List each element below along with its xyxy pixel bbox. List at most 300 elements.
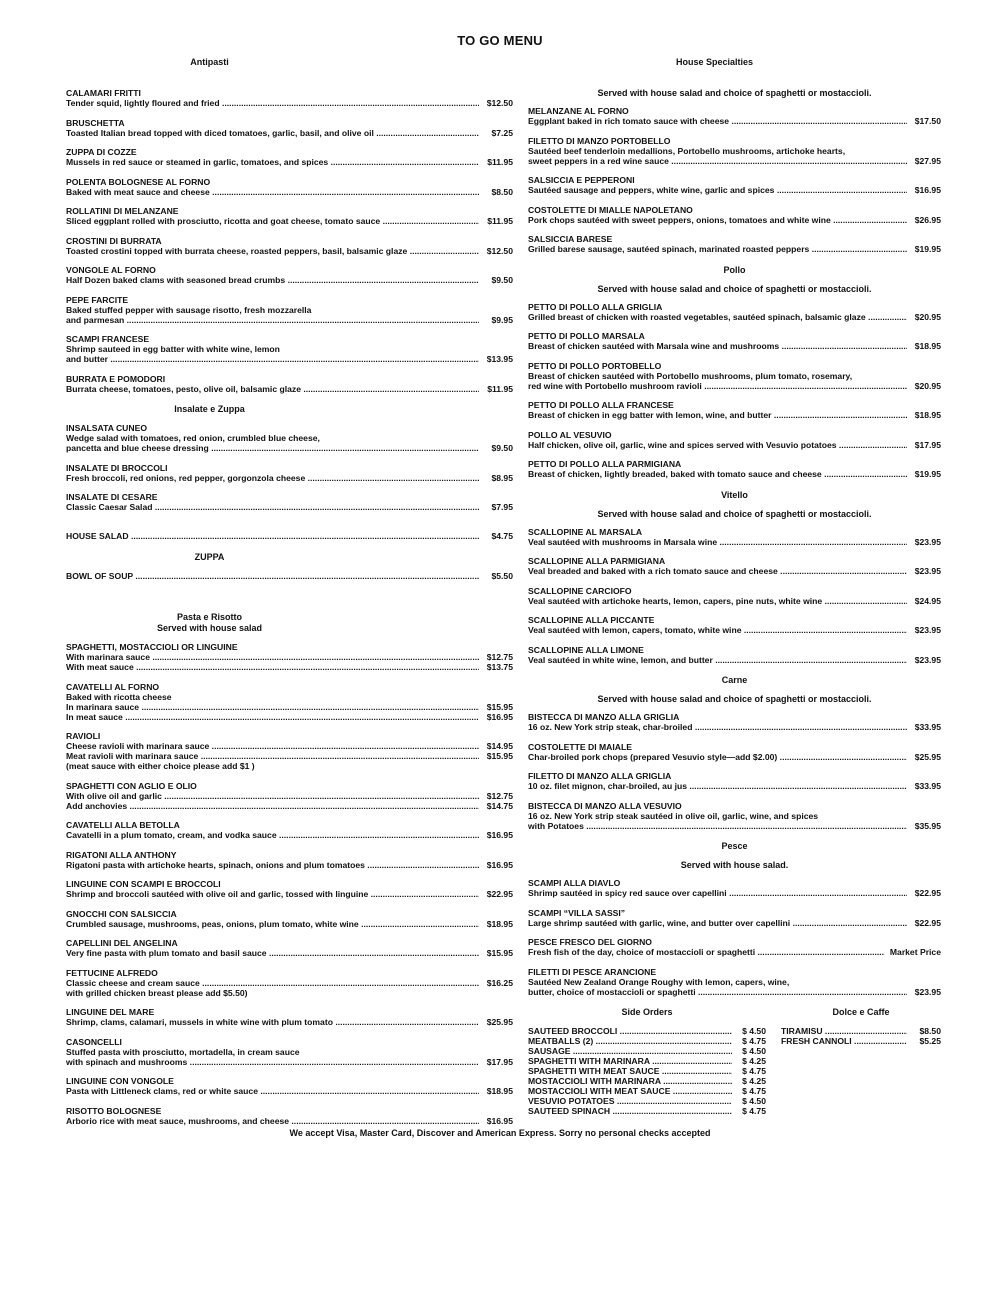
item-description: MOSTACCIOLI WITH MEAT SAUCE ..... [528,1086,732,1096]
item-name: PETTO DI POLLO ALLA PARMIGIANA [528,459,682,469]
section-heading-pasta: Pasta e Risotto [176,612,243,622]
item-price: $35.95 [914,820,941,831]
item-name: INSALATE DI BROCCOLI [66,462,168,473]
price-row [66,502,513,512]
house-note: Served with house salad and choice of spaghetti or mostaccioli. [597,88,872,98]
item-description: SAUSAGE ..... [528,1046,732,1056]
price-row [528,1026,766,1036]
item-price: $11.95 [487,157,513,167]
item-price: $17.50 [914,116,941,126]
menu-item [66,463,513,483]
item-description: Meat ravioli with marinara sauce ..... [66,751,479,761]
menu-item [66,492,513,512]
menu-item [66,147,513,167]
price-row [528,752,941,762]
menu-item [528,556,941,576]
section-heading-pollo: Pollo [723,264,746,275]
item-price: $8.50 [491,186,513,197]
price-row [528,1096,766,1106]
pollo-note: Served with house salad and choice of spaghetti or mostaccioli. [597,283,872,294]
price-row [528,1076,766,1086]
item-name: SCALLOPINE ALLA PICCANTE [528,615,655,625]
section-heading-carne: Carne [721,675,748,685]
section-heading-vitello: Vitello [721,489,748,500]
item-description: Sautéed New Zealand Orange Roughy with lemon, capers, wine, [528,976,790,987]
item-description: Veal sautéed with mushrooms in Marsala wine ..... [528,537,907,547]
item-name: CAVATELLI AL FORNO [66,681,160,692]
item-name: PETTO DI POLLO ALLA GRIGLIA [528,301,663,312]
item-price: $12.50 [486,98,513,108]
antipasti-list [66,88,513,394]
menu-item [528,459,941,479]
menu-item [66,206,513,226]
item-name: LINGUINE DEL MARE [66,1007,155,1017]
section-heading-dolce: Dolce e Caffe [832,1007,890,1017]
item-description: VESUVIO POTATOES ..... [528,1096,732,1106]
item-name: SALSICCIA E PEPPERONI [528,175,635,185]
item-price: $18.95 [914,341,941,351]
item-price: $16.95 [486,1115,513,1126]
item-name: GNOCCHI CON SALSICCIA [66,908,177,919]
item-price: $11.95 [487,216,513,226]
menu-item [528,430,941,450]
item-name: SPAGHETTI, MOSTACCIOLI OR LINGUINE [66,642,238,652]
price-row [66,978,513,988]
menu-item [528,645,941,665]
item-name: PEPE FARCITE [66,294,129,305]
item-price: $18.95 [486,918,513,929]
item-description: Shrimp, clams, calamari, mussels in white wine with plum tomato ..... [66,1017,479,1027]
item-price: $ 4.50 [742,1026,766,1036]
right-column [528,56,941,1116]
item-price: $ 4.25 [742,1076,766,1086]
item-description: Large shrimp sautéed with garlic, wine, and butter over capellini ..... [528,918,907,928]
item-name: RAVIOLI [66,731,101,741]
price-row [528,537,941,547]
item-description: Wedge salad with tomatoes, red onion, crumbled blue cheese, [66,433,320,443]
item-description: Rigatoni pasta with artichoke hearts, spinach, onions and plum tomatoes ..... [66,860,479,870]
bowl-of-soup-item: BOWL OF SOUP ..... $5.50 [66,571,513,581]
price-row [528,625,941,635]
item-price: $7.25 [491,127,513,138]
item-price: $ 4.75 [742,1106,766,1116]
menu-item [528,234,941,254]
price-row [528,1056,766,1066]
item-name: BISTECCA DI MANZO ALLA GRIGLIA [528,712,680,722]
item-price: $19.95 [914,469,941,479]
menu-item [528,937,941,957]
item-name: CASONCELLI [66,1036,122,1047]
item-name: SPAGHETTI CON AGLIO E OLIO [66,780,197,791]
item-description: with spinach and mushrooms ..... [66,1057,479,1067]
menu-item [528,175,941,195]
menu-item [528,586,941,606]
section-heading-pesce: Pesce [721,841,748,851]
menu-item [66,1106,513,1126]
pasta-note: Served with house salad [156,623,263,633]
item-price: $15.95 [486,751,513,761]
item-description: SAUTEED SPINACH ..... [528,1106,732,1116]
dolce-list [781,1026,941,1046]
menu-item [66,177,513,197]
item-description: Stuffed pasta with prosciutto, mortadella, in cream sauce [66,1046,300,1057]
price-row [528,312,941,322]
item-name: BRUSCHETTA [66,117,125,128]
item-description: Toasted Italian bread topped with diced tomatoes, garlic, basil, and olive oil ..... [66,128,479,138]
item-name: PETTO DI POLLO ALLA FRANCESE [528,400,674,410]
item-name: CROSTINI DI BURRATA [66,235,162,246]
item-description: Cheese ravioli with marinara sauce ..... [66,741,479,751]
menu-item [66,88,513,108]
price-row [528,821,941,831]
item-description: Shrimp sauteed in egg batter with white wine, lemon [66,344,280,354]
item-description: Pasta with Littleneck clams, red or white sauce ..... [66,1086,479,1096]
menu-item [66,850,513,870]
item-price: $8.50 [919,1026,941,1036]
price-row [528,918,941,928]
price-row [528,947,941,957]
payment-note: We accept Visa, Master Card, Discover and American Express. Sorry no personal checks accepted [289,1128,711,1138]
item-description: and parmesan ..... [66,315,479,325]
item-name: POLENTA BOLOGNESE AL FORNO [66,176,211,187]
item-description: Cavatelli in a plum tomato, cream, and vodka sauce ..... [66,830,479,840]
item-name: CALAMARI FRITTI [66,88,141,98]
price-row [528,987,941,997]
item-description: Veal sautéed in white wine, lemon, and butter ..... [528,655,907,665]
menu-item [528,967,941,997]
price-row [66,1057,513,1067]
pesce-list [528,878,941,997]
item-description: Veal sautéed with artichoke hearts, lemon, capers, pine nuts, white wine ..... [528,596,907,606]
item-price: $7.95 [491,502,513,512]
menu-item [528,136,941,166]
price-row [66,652,513,662]
price-row [66,741,513,751]
item-description: butter, choice of mostaccioli or spaghetti ..... [528,987,907,997]
item-name: SCAMPI FRANCESE [66,334,150,344]
menu-item [528,712,941,732]
price-row [66,662,513,672]
item-price: $16.95 [914,185,941,195]
item-description: In marinara sauce ..... [66,702,479,712]
menu-item [66,781,513,811]
item-description: Fresh fish of the day, choice of mostaccioli or spaghetti ..... [528,947,884,957]
item-name: CAVATELLI ALLA BETOLLA [66,820,180,830]
item-name: RIGATONI ALLA ANTHONY [66,849,177,860]
item-description: FRESH CANNOLI ..... [781,1036,907,1046]
item-price: $33.95 [914,781,941,791]
house-salad-item: HOUSE SALAD ..... $4.75 [66,531,513,541]
item-price: $15.95 [486,948,513,958]
menu-item [66,938,513,958]
item-description: With meat sauce ..... [66,662,479,672]
section-heading-zuppa: ZUPPA [194,552,225,562]
item-price: $22.95 [914,888,941,898]
price-row [66,948,513,958]
price-row [66,801,513,811]
item-price: $16.95 [486,711,513,722]
item-price: $ 4.75 [742,1036,766,1046]
item-name: FILETTO DI MANZO PORTOBELLO [528,135,671,146]
sides-and-dolce [528,1006,941,1116]
menu-item [528,908,941,928]
item-price: $ 4.25 [742,1056,766,1066]
house-list [528,106,941,254]
item-description: Fresh broccoli, red onions, red pepper, gorgonzola cheese ..... [66,473,479,483]
item-name: VONGOLE AL FORNO [66,265,156,275]
item-price: $16.95 [486,859,513,870]
item-description: Sautéed sausage and peppers, white wine, garlic and spices ..... [528,185,907,195]
price-row [66,751,513,761]
item-name: SCALLOPINE CARCIOFO [528,585,632,596]
section-heading-antipasti: Antipasti [190,57,229,67]
item-price: $17.95 [486,1056,513,1067]
item-description: Veal breaded and baked with a rich tomato sauce and cheese ..... [528,566,907,576]
item-price: $16.25 [486,977,513,988]
menu-item [66,423,513,453]
item-description: Sliced eggplant rolled with prosciutto, ricotta and goat cheese, tomato sauce ..... [66,216,479,226]
item-description: Crumbled sausage, mushrooms, peas, onions, plum tomato, white wine ..... [66,919,479,929]
item-description: Breast of chicken in egg batter with lemon, wine, and butter ..... [528,410,907,420]
price-row [66,702,513,712]
item-description: Mussels in red sauce or steamed in garlic, tomatoes, and spices ..... [66,157,479,167]
item-price: $ 4.75 [742,1066,766,1076]
price-row [66,443,513,453]
section-heading-house: House Specialties [675,57,754,67]
price-row [528,888,941,898]
menu-item [66,909,513,929]
price-row [528,469,941,479]
item-description: Very fine pasta with plum tomato and basil sauce ..... [66,948,479,958]
menu-item [66,1076,513,1096]
menu-item [528,878,941,898]
menu-item [66,820,513,840]
item-price: $20.95 [914,311,941,322]
item-price: $23.95 [914,654,941,665]
price-row [66,98,513,108]
menu-item [66,642,513,672]
page-title: TO GO MENU [457,33,543,48]
price-row [66,157,513,167]
item-price: $5.25 [919,1036,941,1046]
item-description: Half chicken, olive oil, garlic, wine and spices served with Vesuvio potatoes ..... [528,440,907,450]
item-description: MEATBALLS (2) ..... [528,1036,732,1046]
price-row [66,1017,513,1027]
price-row [66,860,513,870]
item-price: Market Price [889,947,941,957]
price-row [66,712,513,722]
item-name: SCAMPI “VILLA SASSI” [528,907,626,918]
item-price: $14.95 [486,741,513,751]
item-description: red wine with Portobello mushroom ravioli ..... [528,381,907,391]
item-price: $23.95 [914,625,941,635]
item-name: SALSICCIA BARESE [528,234,613,244]
item-description: Half Dozen baked clams with seasoned bread crumbs ..... [66,275,479,285]
price-row [528,185,941,195]
item-name: RISOTTO BOLOGNESE [66,1105,162,1116]
item-description: Eggplant baked in rich tomato sauce with cheese ..... [528,116,907,126]
price-row [528,1036,766,1046]
item-price: $27.95 [914,155,941,166]
item-description: MOSTACCIOLI WITH MARINARA ..... [528,1076,732,1086]
left-column [66,56,513,1135]
pollo-list [528,302,941,480]
item-description: Char-broiled pork chops (prepared Vesuvio style—add $2.00) ..... [528,752,907,762]
side-orders [528,1006,766,1116]
item-note: with grilled chicken breast please add $5.50) [66,987,248,998]
menu-item [528,615,941,635]
price-row [66,315,513,325]
price-row [528,1046,766,1056]
menu-item [528,331,941,351]
item-name: LINGUINE CON SCAMPI E BROCCOLI [66,879,221,889]
item-description: Arborio rice with meat sauce, mushrooms, and cheese ..... [66,1116,479,1126]
item-description: Burrata cheese, tomatoes, pesto, olive oil, balsamic glaze ..... [66,384,479,394]
price-row [66,830,513,840]
price-row [528,596,941,606]
item-price: $22.95 [914,917,941,928]
price-row [528,722,941,732]
item-description: Pork chops sautéed with sweet peppers, onions, tomatoes and white wine ..... [528,215,907,225]
price-row [528,341,941,351]
item-description: Shrimp and broccoli sautéed with olive oil and garlic, tossed with linguine ..... [66,889,479,899]
menu-item [528,801,941,831]
item-description: TIRAMISU ..... [781,1026,907,1036]
item-price: $24.95 [914,595,941,606]
item-description: Baked stuffed pepper with sausage risotto, fresh mozzarella [66,304,312,315]
menu-item [66,682,513,722]
price-row [528,156,941,166]
item-description: SAUTEED BROCCOLI ..... [528,1026,732,1036]
price-row [528,215,941,225]
item-description: 16 oz. New York strip steak sautéed in olive oil, garlic, wine, and spices [528,810,819,821]
item-price: $20.95 [914,380,941,391]
carne-list [528,712,941,831]
item-description: Sautéed beef tenderloin medallions, Portobello mushrooms, artichoke hearts, [528,145,846,156]
price-row [66,354,513,364]
item-price: $9.50 [491,275,513,285]
menu-item [66,118,513,138]
menu-item [528,106,941,126]
item-description: 10 oz. filet mignon, char-broiled, au jus ..... [528,781,907,791]
insalate-list [66,423,513,512]
item-price: $25.95 [914,751,941,762]
price-row [528,566,941,576]
item-price: $15.95 [486,701,513,712]
price-row [66,473,513,483]
price-row [66,1116,513,1126]
price-row [66,246,513,256]
menu-item [528,302,941,322]
item-name: LINGUINE CON VONGOLE [66,1076,174,1086]
item-description: SPAGHETTI WITH MEAT SAUCE ..... [528,1066,732,1076]
item-price: $23.95 [914,536,941,547]
price-row [66,791,513,801]
item-price: $22.95 [486,889,513,899]
item-description: With marinara sauce ..... [66,652,479,662]
price-row [66,384,513,394]
item-description: sweet peppers in a red wine sauce ..... [528,156,907,166]
item-price: $ 4.50 [742,1046,766,1056]
item-name: SCAMPI ALLA DIAVLO [528,878,621,888]
menu-item [528,400,941,420]
menu-item [66,1037,513,1067]
sides-list [528,1026,766,1116]
item-note: (meat sauce with either choice please add $1 ) [66,761,255,771]
item-description: and butter ..... [66,354,479,364]
price-row [528,244,941,254]
menu-item [66,968,513,998]
price-row [528,655,941,665]
item-name: PETTO DI POLLO PORTOBELLO [528,360,662,371]
pasta-list [66,642,513,1126]
menu-item [66,1007,513,1027]
price-row [66,1086,513,1096]
item-description: Classic cheese and cream sauce ..... [66,978,479,988]
item-name: ROLLATINI DI MELANZANE [66,206,179,216]
menu-item [66,374,513,394]
item-description: Breast of chicken sautéed with Portobello mushrooms, plum tomato, rosemary, [528,370,853,381]
vitello-list [528,527,941,665]
price-row [528,410,941,420]
section-heading-sides: Side Orders [621,1007,673,1017]
price-row [66,216,513,226]
item-price: $19.95 [914,244,941,254]
menu-item [66,295,513,325]
item-price: $ 4.50 [742,1096,766,1106]
price-row [781,1036,941,1046]
item-name: FILETTO DI MANZO ALLA GRIGLIA [528,771,672,781]
item-description: Add anchovies ..... [66,801,479,811]
item-name: COSTOLETTE DI MIALLE NAPOLETANO [528,204,693,215]
item-description: with Potatoes ..... [528,821,907,831]
item-description: In meat sauce ..... [66,712,479,722]
price-row [528,1066,766,1076]
item-description: 16 oz. New York strip steak, char-broiled ..... [528,722,907,732]
price-row [66,128,513,138]
menu-item [66,236,513,256]
price-row [528,781,941,791]
menu-item [66,731,513,771]
item-description: Shrimp sautéed in spicy red sauce over capellini ..... [528,888,907,898]
price-row [528,1106,766,1116]
item-name: CAPELLINI DEL ANGELINA [66,938,178,948]
item-price: $12.50 [486,245,513,256]
item-price: $13.75 [486,662,513,672]
item-description: Toasted crostini topped with burrata cheese, roasted peppers, basil, balsamic glaze ..... [66,246,479,256]
menu-item [528,205,941,225]
item-description: Tender squid, lightly floured and fried ..... [66,98,479,108]
item-price: $12.75 [486,790,513,801]
item-price: $23.95 [914,566,941,576]
item-description: Breast of chicken, lightly breaded, baked with tomato sauce and cheese ..... [528,469,907,479]
menu-item [528,742,941,762]
item-name: POLLO AL VESUVIO [528,429,612,440]
item-price: $33.95 [914,722,941,732]
menu-item [66,265,513,285]
menu-item [528,361,941,391]
item-price: $23.95 [914,986,941,997]
pesce-note: Served with house salad. [680,860,789,870]
item-description: Classic Caesar Salad ..... [66,502,479,512]
price-row [528,116,941,126]
price-row [781,1026,941,1036]
item-name: MELANZANE AL FORNO [528,106,629,116]
item-price: $18.95 [486,1086,513,1096]
item-name: SCALLOPINE ALLA LIMONE [528,644,644,655]
item-price: $9.50 [491,443,513,453]
item-description: Baked with meat sauce and cheese ..... [66,187,479,197]
